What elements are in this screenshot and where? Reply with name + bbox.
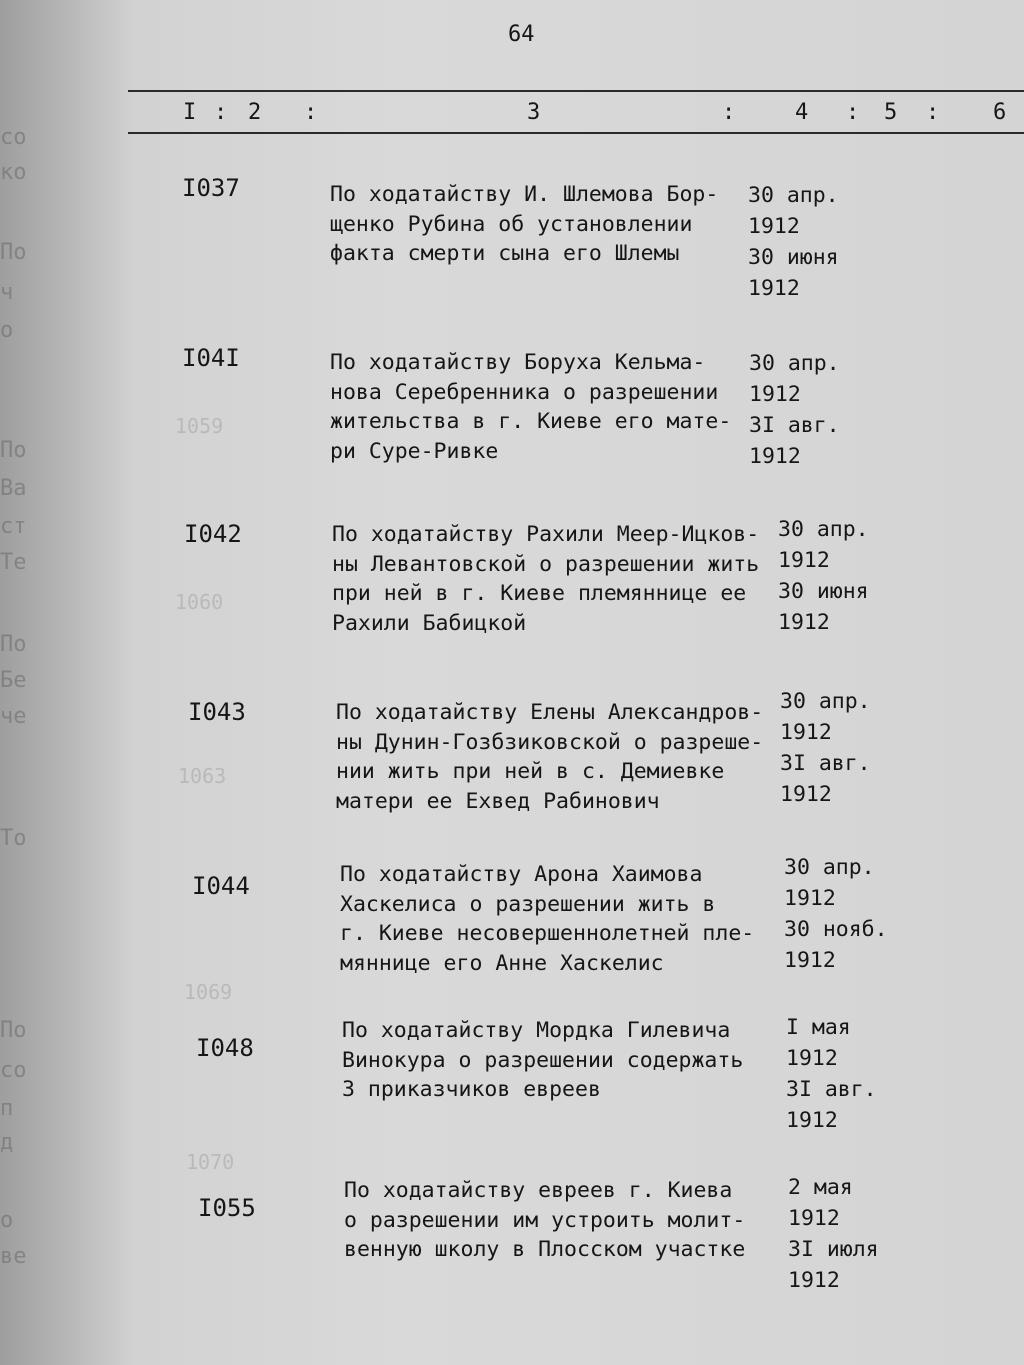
left-margin-fragment: То <box>0 826 27 851</box>
left-margin-fragment: со <box>0 125 27 150</box>
entry-description: По ходатайству Рахили Меер-Ицков- ны Левантовской о разрешении жить при ней в г. Киеве племяннице ее Рахили Бабицкой <box>332 522 760 636</box>
left-margin-fragment: ко <box>0 160 27 185</box>
left-margin-fragment: По <box>0 632 27 657</box>
column-separator: : <box>926 100 940 125</box>
column-header-4: 4 <box>795 100 809 125</box>
left-margin-fragment: По <box>0 438 27 463</box>
register-entry <box>0 517 1024 680</box>
entry-dates: 30 апр. 1912 30 июня 1912 <box>778 517 869 635</box>
register-entry <box>0 689 1024 858</box>
entry-description: По ходатайству Мордка Гилевича Винокура о разрешении содержать 3 приказчиков евреев <box>342 1018 744 1102</box>
entry-description: По ходатайству Боруха Кельма- нова Серебренника о разрешении жительства в г. Киеве его мате- ри Суре-Ривке <box>330 350 732 464</box>
bleed-through-number: 1063 <box>178 764 227 788</box>
column-separator: : <box>214 100 228 125</box>
left-margin-fragment: п <box>0 1096 14 1121</box>
entry-number: I044 <box>192 872 250 900</box>
entry-number: I042 <box>184 520 242 548</box>
left-margin-fragment: По <box>0 240 27 265</box>
entry-description: По ходатайству Елены Александров- ны Дунин-Гозбзиковской о разреше- нии жить при ней в с. Демиевке матери ее Ехвед Рабинович <box>336 700 764 814</box>
column-header-1: I <box>183 100 197 125</box>
entry-number: I048 <box>196 1034 254 1062</box>
register-entry <box>0 1175 1024 1354</box>
column-separator: : <box>304 100 318 125</box>
left-margin-fragment: со <box>0 1058 27 1083</box>
entry-dates: 30 апр. 1912 3I авг. 1912 <box>780 689 871 807</box>
entry-number: I043 <box>188 698 246 726</box>
left-margin-fragment: о <box>0 318 14 343</box>
entry-dates: I мая 1912 3I авг. 1912 <box>786 1015 877 1133</box>
entry-number: I04I <box>182 344 240 372</box>
entry-dates: 2 мая 1912 3I июля 1912 <box>788 1175 879 1293</box>
register-entry <box>0 344 1024 504</box>
column-header-2: 2 <box>248 100 262 125</box>
header-rule-bottom <box>128 132 1024 134</box>
register-entry <box>0 855 1024 1032</box>
column-header-6: 6 <box>993 100 1007 125</box>
left-margin-fragment: ч <box>0 280 14 305</box>
bleed-through-number: 1059 <box>175 414 224 438</box>
entry-dates: 30 апр. 1912 30 нояб. 1912 <box>784 855 888 973</box>
left-margin-fragment: д <box>0 1130 14 1155</box>
left-margin-fragment: Те <box>0 550 27 575</box>
left-margin-fragment: ве <box>0 1244 27 1269</box>
left-margin-fragment: о <box>0 1208 14 1233</box>
column-separator: : <box>846 100 860 125</box>
entry-dates: 30 апр. 1912 30 июня 1912 <box>748 183 839 301</box>
bleed-through-number: 1069 <box>184 980 233 1004</box>
left-margin-fragment: По <box>0 1018 27 1043</box>
left-margin-fragment: Ва <box>0 476 27 501</box>
left-margin-fragment: ст <box>0 514 27 539</box>
column-separator: : <box>722 100 736 125</box>
entry-number: I037 <box>182 174 240 202</box>
entry-number: I055 <box>198 1194 256 1222</box>
register-entry <box>0 174 1024 334</box>
register-entry <box>0 1015 1024 1194</box>
entry-dates: 30 апр. 1912 3I авг. 1912 <box>749 351 840 469</box>
header-rule-top <box>128 90 1024 92</box>
bleed-through-number: 1070 <box>186 1150 235 1174</box>
entry-description: По ходатайству И. Шлемова Бор- щенко Рубина об установлении факта смерти сына его Шлемы <box>330 182 719 266</box>
left-margin-fragment: Бе <box>0 668 27 693</box>
page-number: 64 <box>508 22 535 47</box>
entry-description: По ходатайству Арона Хаимова Хаскелиса о разрешении жить в г. Киеве несовершеннолетней пле- мяннице его Анне Хаскелис <box>340 862 755 976</box>
column-header-3: 3 <box>527 100 541 125</box>
column-header-5: 5 <box>884 100 898 125</box>
bleed-through-number: 1060 <box>175 590 224 614</box>
left-margin-fragment: че <box>0 704 27 729</box>
entry-description: По ходатайству евреев г. Киева о разрешении им устроить молит- венную школу в Плосском участке <box>344 1178 746 1262</box>
